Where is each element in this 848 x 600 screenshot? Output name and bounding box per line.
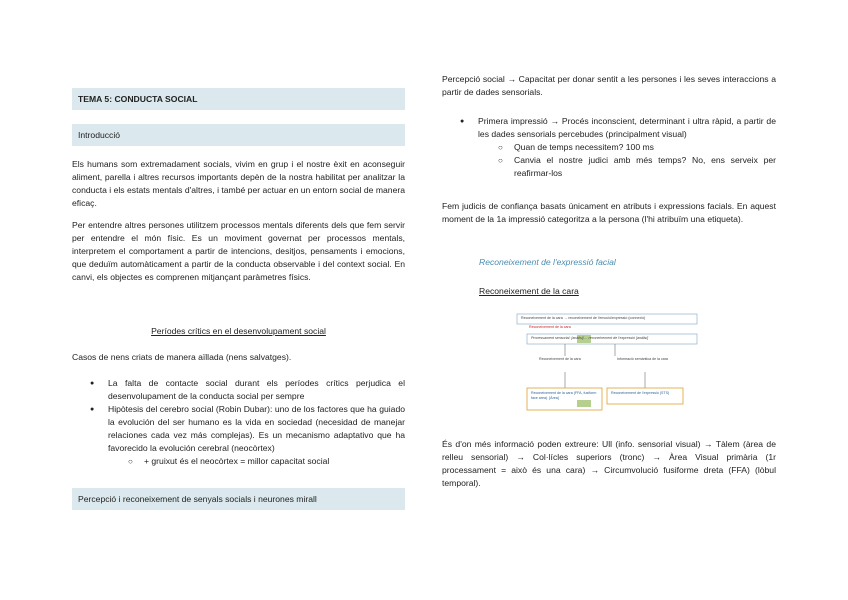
topic-title: TEMA 5: CONDUCTA SOCIAL: [72, 88, 405, 110]
trust-judgement-paragraph: Fem judicis de confiança basats únicament en atributs i expressions facials. En aquest moment de la 1a impressió categoritza a la persona (l'hi atribuïm una etiqueta).: [442, 201, 776, 224]
sub-list-item: ○ Quan de temps necessitem? 100 ms: [442, 141, 776, 154]
diagram-right-box: Informació semàntica de la cara: [617, 357, 668, 361]
intro-paragraph-1: Els humans som extremadament socials, vivim en grup i el nostre èxit en aconseguir aliment, parella i altres recursos importants depèn de la nostra habilitat per analitzar la conducta i els estats mentals d'altres, i també per actuar en un entorn social de manera eficaç.: [72, 159, 405, 208]
first-impression-list: [442, 115, 776, 180]
intro-paragraph-2: Per entendre altres persones utilitzem processos mentals diferents dels que fem servir per entendre el món físic. Es un moviment governat per processos mentals, interpretem el comportament a partir de intencions, desitjos, pensaments i emocions, que deduïm automàticament a partir de la conducta observable i del context social. En canvi, els objectes es comprenen mitjançant paràmetres físics.: [72, 220, 405, 282]
list-item: ● Primera impressió → Procés inconscient, determinant i ultra ràpid, a partir de les dades sensorials percebudes (principalment visual): [442, 115, 776, 141]
critical-periods-heading: Períodes crítics en el desenvolupament social: [151, 326, 326, 336]
diagram-mid-label: Processament sensorial: [anàlisi] ... reconeixement de l'expressió [anàlisi]: [531, 336, 649, 340]
diagram-bottom-left-box: Reconeixement de la cara (FFA, fusiform face area). [Àrea]: [531, 391, 597, 400]
face-pathway-paragraph: És d'on més informació poden extreure: Ull (info. sensorial visual) → Tàlem (àrea de relleu sensorial) → Col·lícles superiors (tronc) → Àrea Visual primària (1r processament = això és una cara) → Circumvolució fusiforme dreta (FFA) (lòbul temporal).: [442, 439, 776, 488]
diagram-bottom-right-box: Reconeixement de l'expressió (STS): [611, 391, 670, 395]
social-bullet-list: [72, 377, 405, 468]
sub-list-item: ○ + gruixut és el neocòrtex = millor capacitat social: [72, 455, 405, 468]
critical-periods-paragraph: Casos de nens criats de manera aïllada (nens salvatges).: [72, 352, 292, 362]
list-item: ● Hipòtesis del cerebro social (Robin Dubar): uno de los factores que ha guiado la evolución del ser humano es la vida en sociedad (necesidad de manejar relaciones cada vez más complejas). Es un mecanismo adaptativo que ha favorecido la evolución cerebral (neocòrtex): [72, 403, 405, 455]
diagram-red-label: Reconeixement de la cara: [529, 325, 571, 329]
perception-header: Percepció i reconeixement de senyals socials i neurones mirall: [72, 488, 405, 510]
social-perception-paragraph: Percepció social → Capacitat per donar sentit a les persones i les seves interaccions a partir de dades sensorials.: [442, 74, 776, 97]
facial-expression-heading: Reconeixement de l'expressió facial: [479, 257, 616, 267]
intro-header: Introducció: [72, 124, 405, 146]
face-recognition-diagram: [515, 312, 711, 414]
face-recognition-heading: Reconeixement de la cara: [479, 286, 579, 296]
sub-list-item: ○ Canvia el nostre judici amb més temps? No, ens serveix per reafirmar-los: [442, 154, 776, 180]
list-item: ● La falta de contacte social durant els períodes crítics perjudica el desenvolupament de la conducta social per sempre: [72, 377, 405, 403]
diagram-left-box: Reconeixement de la cara: [539, 357, 581, 361]
diagram-top-label: Reconeixement de la cara → reconeixement de l'emoció/expressió (connexió): [521, 316, 646, 320]
